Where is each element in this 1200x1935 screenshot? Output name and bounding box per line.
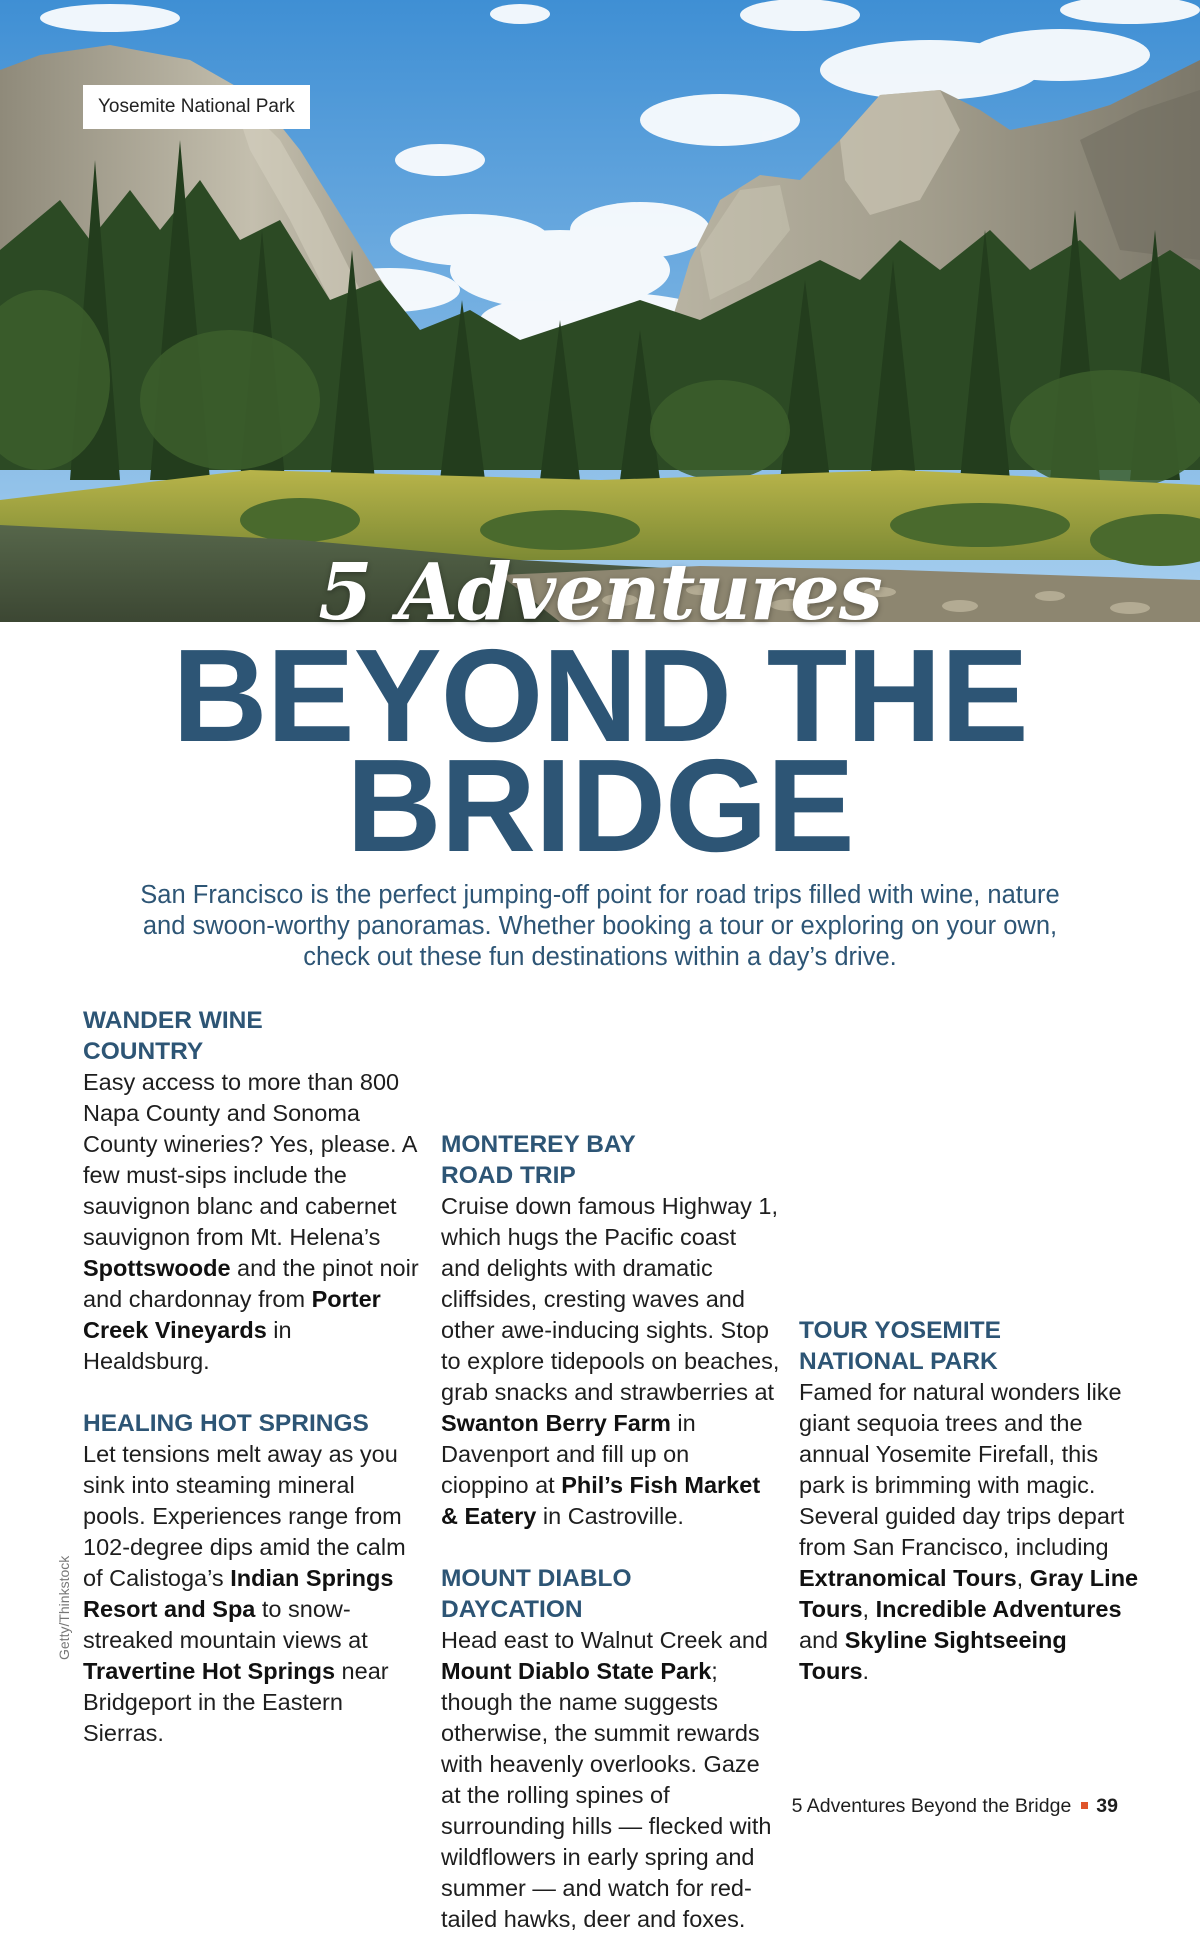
body-text: Head east to Walnut Creek and xyxy=(441,1627,769,1653)
section-heading-diablo xyxy=(441,1563,781,1625)
section-heading-springs: HEALING HOT SPRINGS xyxy=(83,1410,369,1437)
column-2 xyxy=(441,1005,781,1935)
section-heading-monterey xyxy=(441,1129,781,1191)
venue-name: Spottswoode xyxy=(83,1255,231,1281)
script-title: 5 Adventures xyxy=(318,547,882,638)
heading-line: MONTEREY BAY xyxy=(441,1131,636,1158)
body-text: Famed for natural wonders like giant sequoia trees and the annual Yosemite Firefall, this park is brimming with magic. Several guided day trips depart from San Francisco, including xyxy=(799,1379,1125,1560)
body-text: in Healdsburg. xyxy=(83,1317,292,1374)
headline-line-1: BEYOND THE xyxy=(172,622,1028,769)
tour-name: Gray Line Tours xyxy=(799,1565,1139,1622)
page-number: 39 xyxy=(1096,1795,1118,1817)
column-1 xyxy=(83,1005,423,1749)
heading-line: WANDER WINE xyxy=(83,1007,263,1034)
tour-name: Extranomical Tours xyxy=(799,1565,1017,1591)
section-heading-yosemite xyxy=(799,1315,1139,1377)
venue-name: Phil’s Fish Market & Eatery xyxy=(441,1472,761,1529)
section-body-diablo xyxy=(441,1625,781,1935)
venue-name: Mount Diablo State Park xyxy=(441,1658,712,1684)
photo-credit: Getty/Thinkstock xyxy=(56,1555,72,1660)
heading-line: TOUR YOSEMITE xyxy=(799,1317,1001,1344)
venue-name: Indian Springs Resort and Spa xyxy=(83,1565,394,1622)
body-text: ; though the name suggests otherwise, the summit rewards with heavenly overlooks. Gaze at the rolling spines of surrounding hills — flecked with wildflowers in early spring and summer — and watch for red-tailed hawks, deer and foxes. xyxy=(441,1658,772,1932)
photo-caption: Yosemite National Park xyxy=(83,85,310,129)
heading-line: DAYCATION xyxy=(441,1596,583,1623)
venue-name: Swanton Berry Farm xyxy=(441,1410,671,1436)
body-text: in Castroville. xyxy=(536,1503,684,1529)
running-title: 5 Adventures Beyond the Bridge xyxy=(791,1795,1072,1817)
section-body-wine xyxy=(83,1067,423,1377)
body-text: near Bridgeport in the Eastern Sierras. xyxy=(83,1658,389,1746)
body-text: to snow-streaked mountain views at xyxy=(83,1596,368,1653)
section-body-yosemite xyxy=(799,1377,1139,1687)
headline-line-2: BRIDGE xyxy=(346,732,854,879)
heading-line: NATIONAL PARK xyxy=(799,1348,998,1375)
body-text: and xyxy=(799,1627,845,1653)
venue-name: Porter Creek Vineyards xyxy=(83,1286,381,1343)
heading-line: MOUNT DIABLO xyxy=(441,1565,632,1592)
intro-paragraph: San Francisco is the perfect jumping-off point for road trips filled with wine, nature and swoon-worthy panoramas. Whether booking a tour or exploring on your own, check out these fun destinations within a day’s drive. xyxy=(140,881,1060,971)
tour-name: Skyline Sightseeing Tours xyxy=(799,1627,1067,1684)
body-text: , xyxy=(1016,1565,1030,1591)
venue-name: Travertine Hot Springs xyxy=(83,1658,336,1684)
heading-line: COUNTRY xyxy=(83,1038,204,1065)
page-footer xyxy=(792,1795,1118,1818)
body-text: . xyxy=(862,1658,870,1684)
body-text: Let tensions melt away as you sink into steaming mineral pools. Experiences range from 102-degree dips amid the calm of Calistoga’s xyxy=(83,1441,406,1591)
body-text: , xyxy=(862,1596,876,1622)
heading-line: ROAD TRIP xyxy=(441,1162,576,1189)
hero-photo xyxy=(0,0,1200,622)
body-text: in Davenport and fill up on cioppino at xyxy=(441,1410,696,1498)
tour-name: Incredible Adventures xyxy=(875,1596,1122,1622)
section-body-springs xyxy=(83,1439,423,1749)
section-heading-wine xyxy=(83,1005,423,1067)
section-body-monterey xyxy=(441,1191,781,1532)
column-3 xyxy=(799,1005,1139,1687)
square-bullet-icon xyxy=(1081,1802,1088,1809)
body-text: Cruise down famous Highway 1, which hugs the Pacific coast and delights with dramatic cliffsides, cresting waves and other awe-inducing sights. Stop to explore tidepools on beaches, grab snacks and strawberries at xyxy=(441,1193,780,1405)
body-text: Easy access to more than 800 Napa County and Sonoma County wineries? Yes, please. A few must-sips include the sauvignon blanc and cabernet sauvignon from Mt. Helena’s xyxy=(83,1069,417,1250)
body-text: and the pinot noir and chardonnay from xyxy=(83,1255,419,1312)
